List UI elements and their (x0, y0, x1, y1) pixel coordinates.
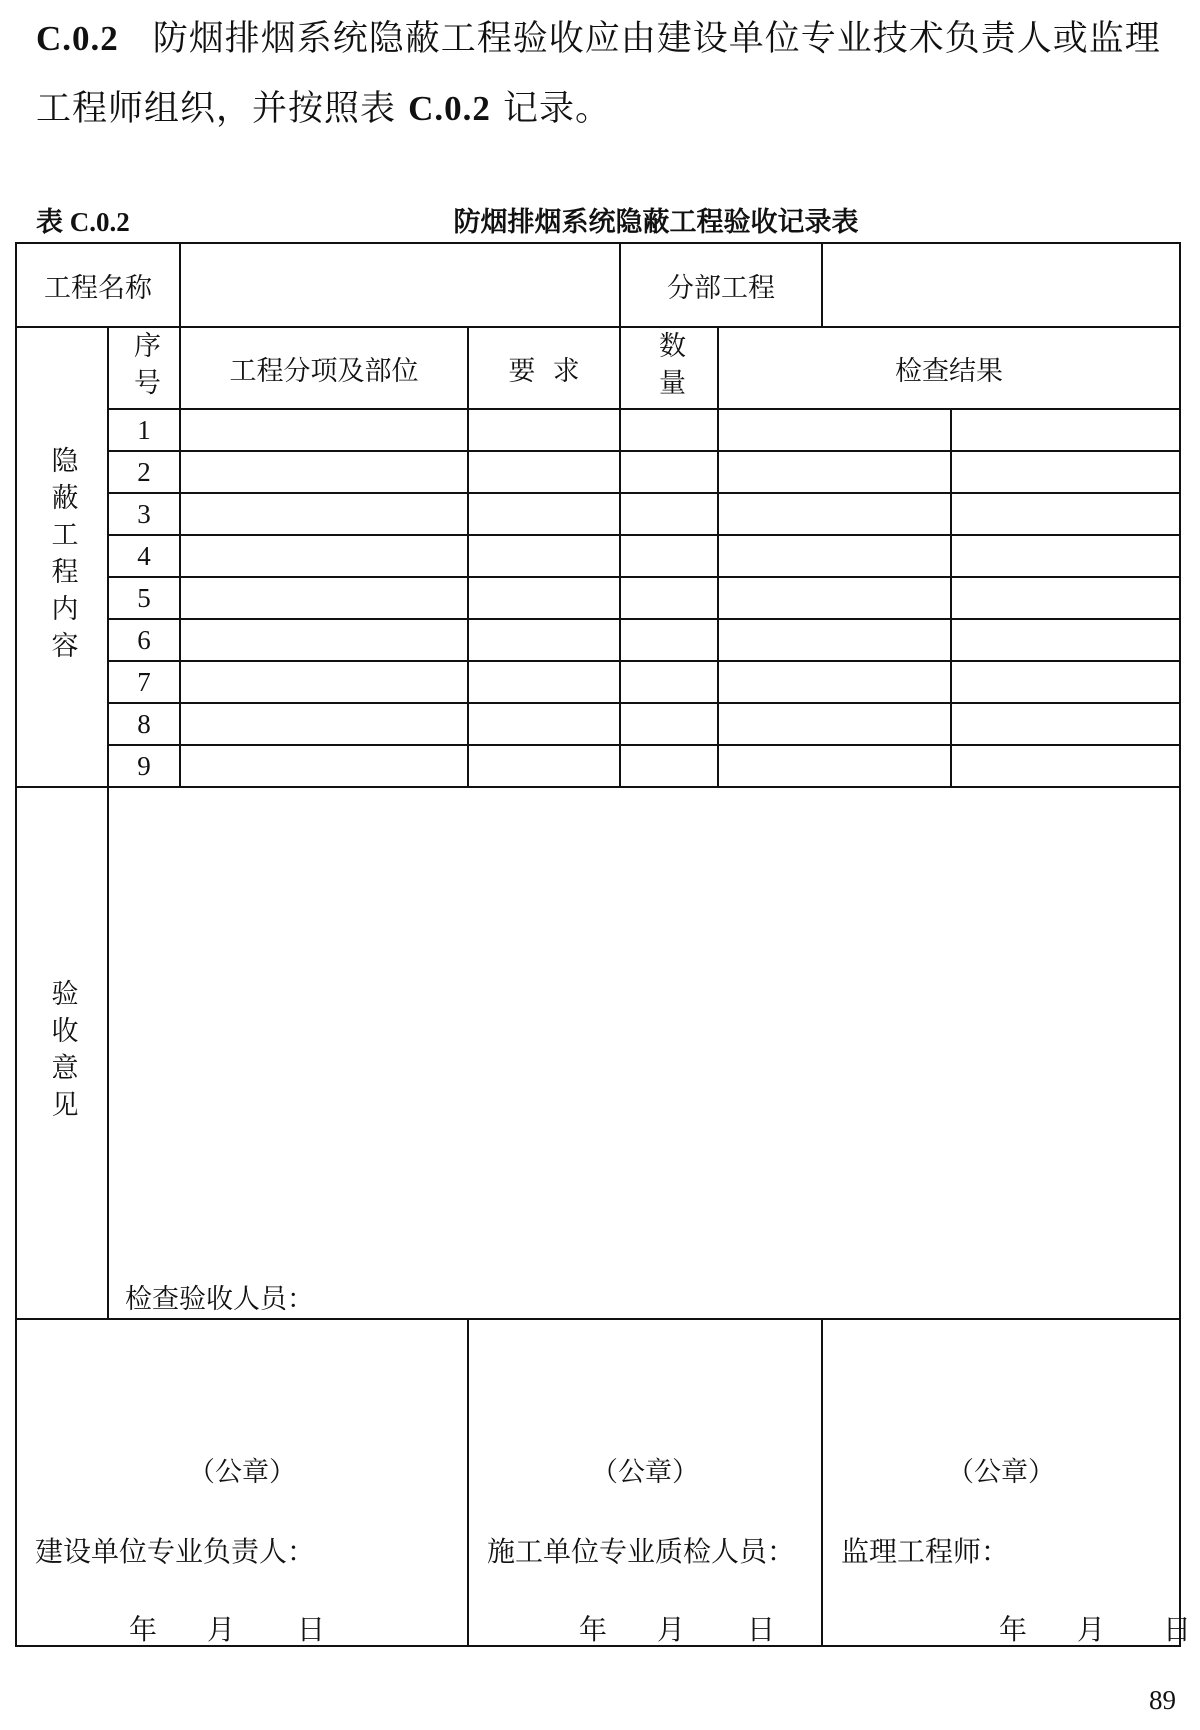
result-cell-a[interactable] (718, 451, 951, 493)
supervisor-signature[interactable] (822, 1319, 1192, 1646)
result-cell-b[interactable] (951, 451, 1180, 493)
quantity-cell[interactable] (620, 577, 718, 619)
result-cell-a[interactable] (718, 535, 951, 577)
inspectors-label: 检查验收人员： (125, 1284, 314, 1315)
construction-unit-signature[interactable] (16, 1319, 468, 1646)
hidden-section-label-cell (16, 327, 108, 787)
result-cell-a[interactable] (718, 745, 951, 787)
column-header-row (16, 327, 1180, 409)
row-number: 1 (108, 409, 180, 451)
table-row (16, 745, 1180, 787)
result-header: 检查结果 (718, 327, 1180, 409)
result-cell-a[interactable] (718, 577, 951, 619)
clause-text-2: 记录。 (490, 89, 612, 129)
requirement-cell[interactable] (468, 493, 620, 535)
date-month: 月 (657, 1613, 686, 1646)
date-day: 日 (1163, 1613, 1192, 1646)
result-cell-b[interactable] (951, 661, 1180, 703)
opinion-label-cell (16, 787, 108, 1319)
table-title: 防烟排烟系统隐蔽工程验收记录表 (453, 207, 859, 238)
requirement-cell[interactable] (468, 409, 620, 451)
table-row (16, 535, 1180, 577)
quantity-cell[interactable] (620, 535, 718, 577)
header-row (16, 243, 1180, 327)
result-cell-a[interactable] (718, 661, 951, 703)
item-location-cell[interactable] (180, 409, 468, 451)
item-location-cell[interactable] (180, 451, 468, 493)
item-location-cell[interactable] (180, 661, 468, 703)
requirement-cell[interactable] (468, 577, 620, 619)
quantity-cell[interactable] (620, 451, 718, 493)
seal-label: （公章） (947, 1457, 1055, 1488)
result-cell-b[interactable] (951, 703, 1180, 745)
quantity-header: 数量 (654, 331, 685, 405)
table-row (16, 661, 1180, 703)
item-location-cell[interactable] (180, 493, 468, 535)
date-year: 年 (129, 1613, 158, 1646)
hidden-section-label: 隐蔽工程内容 (46, 446, 78, 668)
quantity-cell[interactable] (620, 661, 718, 703)
result-cell-b[interactable] (951, 409, 1180, 451)
result-cell-b[interactable] (951, 577, 1180, 619)
date-month: 月 (207, 1613, 236, 1646)
table-id: 表 C.0.2 (36, 207, 130, 237)
seal-label: （公章） (188, 1457, 296, 1488)
row-number: 4 (108, 535, 180, 577)
opinion-label: 验收意见 (46, 979, 78, 1127)
requirement-header: 要 求 (468, 327, 620, 409)
quantity-cell[interactable] (620, 493, 718, 535)
sub-project-label: 分部工程 (620, 243, 822, 327)
result-cell-b[interactable] (951, 745, 1180, 787)
row-number: 2 (108, 451, 180, 493)
signature-row (16, 1319, 1180, 1646)
row-number: 3 (108, 493, 180, 535)
opinion-row (16, 787, 1180, 1319)
result-cell-b[interactable] (951, 619, 1180, 661)
serial-header-cell (108, 327, 180, 409)
sub-project-value[interactable] (822, 243, 1180, 327)
result-cell-a[interactable] (718, 409, 951, 451)
quantity-cell[interactable] (620, 409, 718, 451)
result-cell-b[interactable] (951, 493, 1180, 535)
row-number: 9 (108, 745, 180, 787)
item-location-cell[interactable] (180, 577, 468, 619)
item-location-cell[interactable] (180, 703, 468, 745)
table-row (16, 577, 1180, 619)
requirement-cell[interactable] (468, 535, 620, 577)
table-row (16, 409, 1180, 451)
requirement-cell[interactable] (468, 745, 620, 787)
row-number: 8 (108, 703, 180, 745)
clause-table-ref: C.0.2 (408, 89, 491, 128)
requirement-cell[interactable] (468, 451, 620, 493)
page-number: 89 (1149, 1685, 1176, 1715)
row-number: 6 (108, 619, 180, 661)
result-cell-a[interactable] (718, 493, 951, 535)
requirement-cell[interactable] (468, 703, 620, 745)
clause-number: C.0.2 (36, 19, 119, 58)
result-cell-a[interactable] (718, 619, 951, 661)
signer-role: 施工单位专业质检人员： (487, 1535, 796, 1568)
signer-role: 监理工程师： (841, 1535, 1010, 1568)
quantity-cell[interactable] (620, 745, 718, 787)
table-caption (36, 200, 1176, 238)
quantity-cell[interactable] (620, 619, 718, 661)
result-cell-a[interactable] (718, 703, 951, 745)
clause-text-1: 防烟排烟系统隐蔽工程验收应由建设单位专业技术负责人或监理工程师组织，并按照表 (36, 19, 1161, 129)
item-location-cell[interactable] (180, 745, 468, 787)
quantity-cell[interactable] (620, 703, 718, 745)
project-name-value[interactable] (180, 243, 620, 327)
opinion-body[interactable] (108, 787, 1180, 1319)
signer-role: 建设单位专业负责人： (35, 1535, 316, 1568)
item-location-header: 工程分项及部位 (180, 327, 468, 409)
table-row (16, 703, 1180, 745)
seal-label: （公章） (591, 1457, 699, 1488)
row-number: 7 (108, 661, 180, 703)
date-day: 日 (747, 1613, 776, 1646)
row-number: 5 (108, 577, 180, 619)
requirement-cell[interactable] (468, 619, 620, 661)
clause-paragraph (36, 4, 1176, 144)
item-location-cell[interactable] (180, 619, 468, 661)
contractor-signature[interactable] (468, 1319, 822, 1646)
project-name-label: 工程名称 (16, 243, 180, 327)
date-day: 日 (297, 1613, 326, 1646)
quantity-header-cell (620, 327, 718, 409)
result-cell-b[interactable] (951, 535, 1180, 577)
table-row (16, 493, 1180, 535)
requirement-cell[interactable] (468, 661, 620, 703)
date-month: 月 (1077, 1613, 1106, 1646)
serial-header: 序号 (129, 331, 160, 405)
table-row (16, 619, 1180, 661)
item-location-cell[interactable] (180, 535, 468, 577)
table-row (16, 451, 1180, 493)
date-year: 年 (579, 1613, 608, 1646)
acceptance-record-table (15, 242, 1192, 1647)
date-year: 年 (999, 1613, 1028, 1646)
